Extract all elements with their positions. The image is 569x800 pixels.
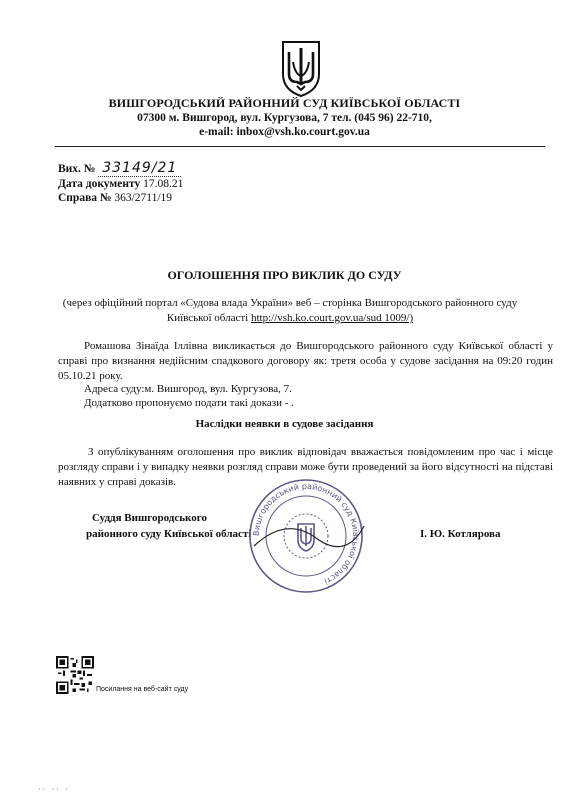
judge-title-line-1: Суддя Вишгородського bbox=[92, 512, 207, 524]
official-stamp bbox=[246, 476, 366, 596]
outgoing-number-row bbox=[58, 160, 181, 176]
qr-caption: Посилання на веб-сайт суду bbox=[96, 686, 189, 693]
qr-code-icon[interactable] bbox=[56, 656, 94, 694]
header-divider bbox=[55, 146, 545, 147]
document-title: ОГОЛОШЕННЯ ПРО ВИКЛИК ДО СУДУ bbox=[167, 268, 402, 282]
judge-title bbox=[86, 510, 251, 542]
margin-marks: ·· ·· · bbox=[38, 785, 70, 794]
case-number: 363/2711/19 bbox=[114, 192, 173, 204]
outgoing-number: 33149/21 bbox=[98, 160, 181, 177]
portal-region: Київської області bbox=[166, 312, 249, 324]
court-address: 07300 м. Вишгород, вул. Кургузова, 7 тел. (045 96) 22-710, bbox=[137, 112, 432, 124]
consequences-heading: Наслідки неявки в судове засідання bbox=[195, 418, 374, 430]
stamp-ring-text: Вишгородський районний суд Київської області bbox=[251, 481, 361, 586]
judge-name: І. Ю. Котлярова bbox=[420, 528, 501, 540]
portal-line-2 bbox=[40, 311, 540, 326]
court-name: ВИШГОРОДСЬКИЙ РАЙОННИЙ СУД КИЇВСЬКОЇ ОБЛАСТІ bbox=[108, 96, 461, 110]
portal-note bbox=[40, 296, 540, 326]
case-number-row bbox=[58, 192, 172, 204]
court-email: e-mail: inbox@vsh.ko.court.gov.ua bbox=[199, 126, 370, 138]
portal-line-1: (через офіційний портал «Судова влада України» веб – сторінка Вишгородського районного суду bbox=[62, 297, 518, 309]
portal-link[interactable]: http://vsh.ko.court.gov.ua/sud 1009/) bbox=[250, 312, 414, 324]
document-date: 17.08.21 bbox=[143, 178, 184, 190]
document-date-label: Дата документу bbox=[58, 178, 141, 190]
judge-title-line-2: районного суду Київської області bbox=[86, 528, 252, 540]
document-date-row bbox=[58, 178, 183, 190]
outgoing-label: Вих. № bbox=[58, 163, 96, 175]
consequences-paragraph: З опублікуванням оголошення про виклик відповідач вважається повідомленим про час і місце розгляду справи і у випадку неявки розгляд справи може бути проведений за його відсутності на підставі наявних у справі доказів. bbox=[58, 446, 553, 488]
coat-of-arms-trident-icon bbox=[281, 40, 321, 98]
evidence-line: Додатково пропонуємо подати такі докази - . bbox=[84, 397, 294, 409]
stamp-trident-icon bbox=[298, 524, 314, 551]
case-label: Справа № bbox=[58, 192, 112, 204]
court-address-line: Адреса суду:м. Вишгород, вул. Кургузова, 7. bbox=[84, 383, 292, 395]
summons-paragraph: Ромашова Зінаїда Іллівна викликається до Вишгородського районного суду Київської області у справі про визнання недійсним спадкового договору як: третя особа у судове засідання на 09:20 годин 05.10.21 року. bbox=[58, 340, 553, 382]
